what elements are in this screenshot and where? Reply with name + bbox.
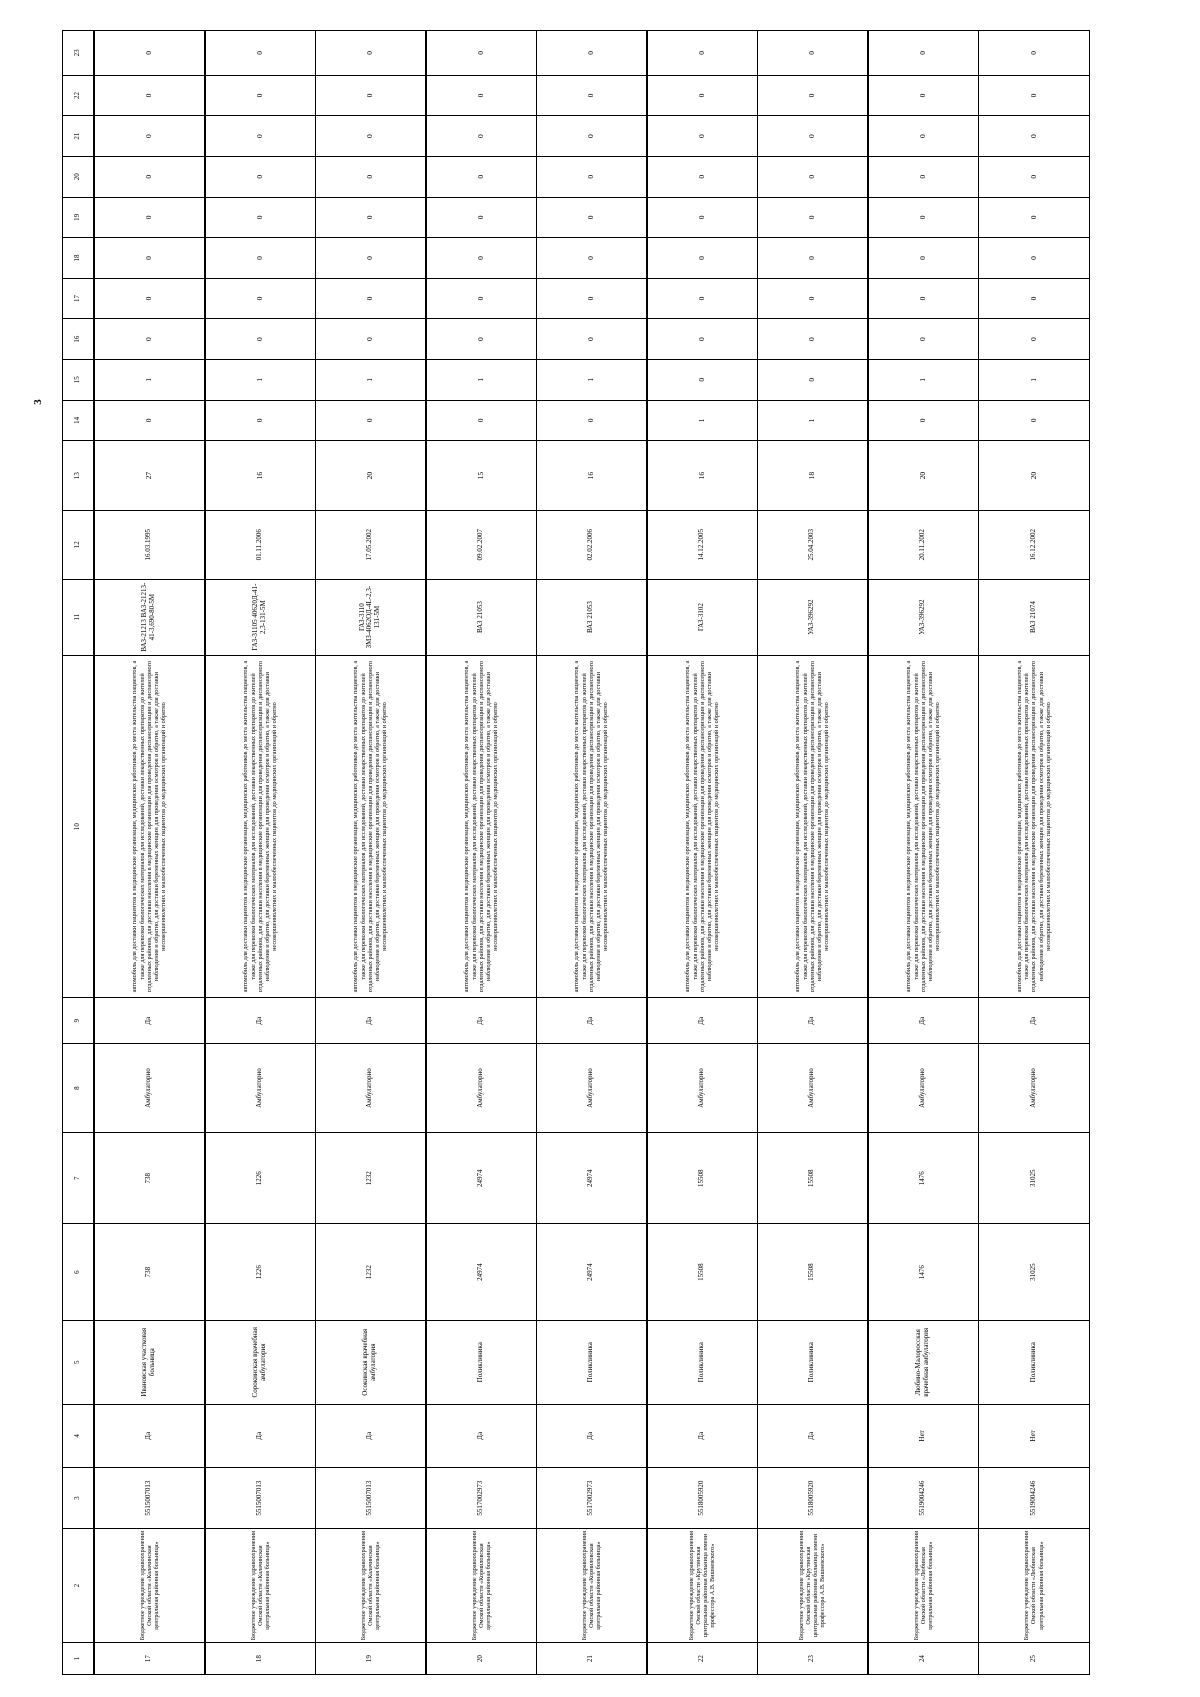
care-type: Амбулаторно bbox=[205, 1044, 315, 1133]
vehicle-purpose: автомобиль для доставки пациентов в медицинские организации, медицинских работников до места жительства пациентов, а также для перевозки биологических материалов для исследований, доставки лекарственных препаратов до жителей отдаленных районов, для доставки населения в медицинские организации для проведения диспансеризации и диспансерного наблюдения и обратно, для доставки беременных женщин для проведения осмотров и обратно, а также для доставки несовершеннолетних и малообеспеченных пациентов до медицинских организаций и обратно bbox=[316, 655, 426, 998]
count-col18: 0 bbox=[316, 238, 426, 279]
value-col7: 31025 bbox=[979, 1132, 1090, 1223]
count-col16: 0 bbox=[647, 319, 757, 360]
registration-date: 16.12.2002 bbox=[979, 510, 1090, 579]
organization-name: Бюджетное учреждение здравоохранения Омской области «Кормиловская центральная районная больница» bbox=[426, 1529, 536, 1643]
header-row bbox=[62, 30, 94, 1675]
row-number: 21 bbox=[537, 1643, 647, 1675]
care-type: Амбулаторно bbox=[426, 1044, 536, 1133]
value-col6: 1226 bbox=[205, 1224, 315, 1320]
organization-name: Бюджетное учреждение здравоохранения Омской области «Крутинская центральная районная больница имени профессора А.В. Вишневского» bbox=[647, 1529, 757, 1643]
flag: Да bbox=[426, 1404, 536, 1467]
count-col22: 0 bbox=[979, 75, 1090, 116]
count-col21: 0 bbox=[537, 116, 647, 157]
count-col21: 0 bbox=[426, 116, 536, 157]
vehicle-age: 16 bbox=[647, 441, 757, 511]
vehicle-age: 16 bbox=[537, 441, 647, 511]
unit-name: Поликлиника bbox=[426, 1320, 536, 1404]
care-type: Амбулаторно bbox=[979, 1044, 1090, 1133]
count-col20: 0 bbox=[979, 156, 1090, 197]
count-col23: 0 bbox=[647, 31, 757, 76]
value-col7: 738 bbox=[95, 1132, 205, 1223]
count-col14: 0 bbox=[205, 400, 315, 441]
care-type: Амбулаторно bbox=[868, 1044, 978, 1133]
count-col15: 0 bbox=[647, 359, 757, 400]
table-row bbox=[426, 30, 537, 1675]
registration-date: 01.11.2006 bbox=[205, 510, 315, 579]
count-col20: 0 bbox=[537, 156, 647, 197]
column-number: 2 bbox=[63, 1529, 94, 1643]
vehicle-purpose: автомобиль для доставки пациентов в медицинские организации, медицинских работников до места жительства пациентов, а также для перевозки биологических материалов для исследований, доставки лекарственных препаратов до жителей отдаленных районов, для доставки населения в медицинские организации для проведения диспансеризации и диспансерного наблюдения и обратно, для доставки беременных женщин для проведения осмотров и обратно, а также для доставки несовершеннолетних и малообеспеченных пациентов до медицинских организаций и обратно bbox=[426, 655, 536, 998]
value-col6: 738 bbox=[95, 1224, 205, 1320]
registration-date: 25.04.2003 bbox=[758, 510, 868, 579]
vehicle-purpose: автомобиль для доставки пациентов в медицинские организации, медицинских работников до места жительства пациентов, а также для перевозки биологических материалов для исследований, доставки лекарственных препаратов до жителей отдаленных районов, для доставки населения в медицинские организации для проведения диспансеризации и диспансерного наблюдения и обратно, для доставки беременных женщин для проведения осмотров и обратно, а также для доставки несовершеннолетних и малообеспеченных пациентов до медицинских организаций и обратно bbox=[205, 655, 315, 998]
count-col23: 0 bbox=[316, 31, 426, 76]
registration-date: 20.11.2002 bbox=[868, 510, 978, 579]
count-col17: 0 bbox=[426, 278, 536, 319]
count-col16: 0 bbox=[95, 319, 205, 360]
row-number: 18 bbox=[205, 1643, 315, 1675]
table-row bbox=[536, 30, 647, 1675]
vehicle-age: 20 bbox=[979, 441, 1090, 511]
registration-date: 17.05.2002 bbox=[316, 510, 426, 579]
registration-date: 02.02.2006 bbox=[537, 510, 647, 579]
column-number: 19 bbox=[63, 197, 94, 238]
column-number: 23 bbox=[63, 31, 94, 76]
count-col17: 0 bbox=[537, 278, 647, 319]
count-col23: 0 bbox=[758, 31, 868, 76]
count-col18: 0 bbox=[205, 238, 315, 279]
column-number: 18 bbox=[63, 238, 94, 279]
vehicle-model: ВАЗ 21053 bbox=[426, 579, 536, 655]
count-col16: 0 bbox=[868, 319, 978, 360]
column-number: 10 bbox=[63, 655, 94, 998]
vehicle-purpose: автомобиль для доставки пациентов в медицинские организации, медицинских работников до места жительства пациентов, а также для перевозки биологических материалов для исследований, доставки лекарственных препаратов до жителей отдаленных районов, для доставки населения в медицинские организации для проведения диспансеризации и диспансерного наблюдения и обратно, для доставки беременных женщин для проведения осмотров и обратно, а также для доставки несовершеннолетних и малообеспеченных пациентов до медицинских организаций и обратно bbox=[95, 655, 205, 998]
inn: 5519004246 bbox=[979, 1468, 1090, 1529]
organization-name: Бюджетное учреждение здравоохранения Омской области «Любинская центральная районная больница» bbox=[868, 1529, 978, 1643]
flag: Да bbox=[537, 1404, 647, 1467]
registration-date: 14.12.2005 bbox=[647, 510, 757, 579]
count-col14: 0 bbox=[316, 400, 426, 441]
count-col17: 0 bbox=[868, 278, 978, 319]
row-number: 22 bbox=[647, 1643, 757, 1675]
yes-flag: Да bbox=[316, 998, 426, 1044]
vehicle-purpose: автомобиль для доставки пациентов в медицинские организации, медицинских работников до места жительства пациентов, а также для перевозки биологических материалов для исследований, доставки лекарственных препаратов до жителей отдаленных районов, для доставки населения в медицинские организации для проведения диспансеризации и диспансерного наблюдения и обратно, для доставки беременных женщин для проведения осмотров и обратно, а также для доставки несовершеннолетних и малообеспеченных пациентов до медицинских организаций и обратно bbox=[758, 655, 868, 998]
unit-name: Поликлиника bbox=[979, 1320, 1090, 1404]
table-row bbox=[757, 30, 868, 1675]
value-col7: 15508 bbox=[647, 1132, 757, 1223]
column-number: 4 bbox=[63, 1404, 94, 1467]
column-number: 14 bbox=[63, 400, 94, 441]
vehicle-model: ГАЗ-3102 bbox=[647, 579, 757, 655]
vehicle-model: ВАЗ 21074 bbox=[979, 579, 1090, 655]
vehicle-model: ГАЗ-31105 40620Д-41-2,3-131-5М bbox=[205, 579, 315, 655]
registration-date: 09.02.2007 bbox=[426, 510, 536, 579]
vehicle-model: ГАЗ-3110 ЗМЗ-4062ОД-4L-2,3-131-5М bbox=[316, 579, 426, 655]
count-col21: 0 bbox=[868, 116, 978, 157]
value-col6: 31025 bbox=[979, 1224, 1090, 1320]
table-row bbox=[978, 30, 1090, 1675]
inn: 5517002973 bbox=[426, 1468, 536, 1529]
yes-flag: Да bbox=[426, 998, 536, 1044]
flag: Да bbox=[647, 1404, 757, 1467]
yes-flag: Да bbox=[758, 998, 868, 1044]
count-col21: 0 bbox=[979, 116, 1090, 157]
yes-flag: Да bbox=[95, 998, 205, 1044]
flag: Нет bbox=[868, 1404, 978, 1467]
vehicle-model: ВАЗ 21053 bbox=[537, 579, 647, 655]
column-number: 12 bbox=[63, 510, 94, 579]
yes-flag: Да bbox=[979, 998, 1090, 1044]
row-number: 25 bbox=[979, 1643, 1090, 1675]
count-col20: 0 bbox=[95, 156, 205, 197]
count-col14: 0 bbox=[537, 400, 647, 441]
count-col15: 1 bbox=[979, 359, 1090, 400]
column-number: 16 bbox=[63, 319, 94, 360]
column-number: 6 bbox=[63, 1224, 94, 1320]
inn: 5515007013 bbox=[95, 1468, 205, 1529]
count-col15: 1 bbox=[868, 359, 978, 400]
count-col22: 0 bbox=[426, 75, 536, 116]
count-col22: 0 bbox=[537, 75, 647, 116]
value-col7: 15508 bbox=[758, 1132, 868, 1223]
vehicle-purpose: автомобиль для доставки пациентов в медицинские организации, медицинских работников до места жительства пациентов, а также для перевозки биологических материалов для исследований, доставки лекарственных препаратов до жителей отдаленных районов, для доставки населения в медицинские организации для проведения диспансеризации и диспансерного наблюдения и обратно, для доставки беременных женщин для проведения осмотров и обратно, а также для доставки несовершеннолетних и малообеспеченных пациентов до медицинских организаций и обратно bbox=[537, 655, 647, 998]
count-col15: 1 bbox=[316, 359, 426, 400]
column-number: 20 bbox=[63, 156, 94, 197]
count-col14: 0 bbox=[95, 400, 205, 441]
count-col18: 0 bbox=[426, 238, 536, 279]
count-col23: 0 bbox=[426, 31, 536, 76]
count-col17: 0 bbox=[758, 278, 868, 319]
count-col19: 0 bbox=[868, 197, 978, 238]
vehicle-age: 20 bbox=[868, 441, 978, 511]
column-number: 8 bbox=[63, 1044, 94, 1133]
page-number: 3 bbox=[32, 399, 44, 405]
count-col18: 0 bbox=[95, 238, 205, 279]
count-col16: 0 bbox=[316, 319, 426, 360]
value-col7: 1476 bbox=[868, 1132, 978, 1223]
count-col17: 0 bbox=[205, 278, 315, 319]
value-col7: 1232 bbox=[316, 1132, 426, 1223]
flag: Да bbox=[205, 1404, 315, 1467]
count-col20: 0 bbox=[758, 156, 868, 197]
unit-name: Осокинская врачебная амбулатория bbox=[316, 1320, 426, 1404]
count-col16: 0 bbox=[979, 319, 1090, 360]
row-number: 24 bbox=[868, 1643, 978, 1675]
value-col6: 15508 bbox=[647, 1224, 757, 1320]
count-col21: 0 bbox=[205, 116, 315, 157]
count-col15: 1 bbox=[537, 359, 647, 400]
count-col14: 1 bbox=[647, 400, 757, 441]
yes-flag: Да bbox=[537, 998, 647, 1044]
row-number: 17 bbox=[95, 1643, 205, 1675]
flag: Да bbox=[758, 1404, 868, 1467]
column-number: 22 bbox=[63, 75, 94, 116]
count-col19: 0 bbox=[758, 197, 868, 238]
column-number: 9 bbox=[63, 998, 94, 1044]
count-col18: 0 bbox=[647, 238, 757, 279]
count-col17: 0 bbox=[979, 278, 1090, 319]
column-number: 11 bbox=[63, 579, 94, 655]
table-row bbox=[647, 30, 758, 1675]
vehicle-age: 15 bbox=[426, 441, 536, 511]
inn: 5515007013 bbox=[205, 1468, 315, 1529]
flag: Да bbox=[316, 1404, 426, 1467]
registration-date: 16.03.1995 bbox=[95, 510, 205, 579]
care-type: Амбулаторно bbox=[647, 1044, 757, 1133]
count-col19: 0 bbox=[537, 197, 647, 238]
count-col22: 0 bbox=[95, 75, 205, 116]
count-col16: 0 bbox=[426, 319, 536, 360]
count-col23: 0 bbox=[537, 31, 647, 76]
count-col17: 0 bbox=[316, 278, 426, 319]
count-col18: 0 bbox=[868, 238, 978, 279]
count-col18: 0 bbox=[758, 238, 868, 279]
organization-name: Бюджетное учреждение здравоохранения Омской области «Крутинская центральная районная больница имени профессора А.В. Вишневского» bbox=[758, 1529, 868, 1643]
count-col21: 0 bbox=[316, 116, 426, 157]
vehicle-model: УАЗ-396292 bbox=[758, 579, 868, 655]
count-col20: 0 bbox=[426, 156, 536, 197]
care-type: Амбулаторно bbox=[758, 1044, 868, 1133]
count-col19: 0 bbox=[979, 197, 1090, 238]
column-number: 1 bbox=[63, 1643, 94, 1675]
flag: Нет bbox=[979, 1404, 1090, 1467]
organization-name: Бюджетное учреждение здравоохранения Омской области «Любинская центральная районная больница» bbox=[979, 1529, 1090, 1643]
column-number: 13 bbox=[63, 441, 94, 511]
unit-name: Любино-Малоросская врачебная амбулатория bbox=[868, 1320, 978, 1404]
unit-name: Поликлиника bbox=[647, 1320, 757, 1404]
inn: 5515007013 bbox=[316, 1468, 426, 1529]
count-col14: 0 bbox=[868, 400, 978, 441]
inn: 5517002973 bbox=[537, 1468, 647, 1529]
vehicle-age: 18 bbox=[758, 441, 868, 511]
count-col18: 0 bbox=[537, 238, 647, 279]
count-col22: 0 bbox=[205, 75, 315, 116]
row-number: 23 bbox=[758, 1643, 868, 1675]
table-row bbox=[205, 30, 316, 1675]
value-col7: 24974 bbox=[426, 1132, 536, 1223]
care-type: Амбулаторно bbox=[316, 1044, 426, 1133]
row-number: 19 bbox=[316, 1643, 426, 1675]
count-col22: 0 bbox=[316, 75, 426, 116]
table-row bbox=[315, 30, 426, 1675]
unit-name: Поликлиника bbox=[537, 1320, 647, 1404]
column-number: 3 bbox=[63, 1468, 94, 1529]
inn: 5519004246 bbox=[868, 1468, 978, 1529]
count-col16: 0 bbox=[205, 319, 315, 360]
count-col23: 0 bbox=[205, 31, 315, 76]
count-col20: 0 bbox=[868, 156, 978, 197]
value-col6: 15508 bbox=[758, 1224, 868, 1320]
value-col7: 1226 bbox=[205, 1132, 315, 1223]
vehicle-model: ВАЗ-21213 ВАЗ-21213-41-3,690-80-5М bbox=[95, 579, 205, 655]
yes-flag: Да bbox=[868, 998, 978, 1044]
count-col21: 0 bbox=[758, 116, 868, 157]
count-col19: 0 bbox=[316, 197, 426, 238]
organization-name: Бюджетное учреждение здравоохранения Омской области «Калачинская центральная районная больница» bbox=[316, 1529, 426, 1643]
vehicle-purpose: автомобиль для доставки пациентов в медицинские организации, медицинских работников до места жительства пациентов, а также для перевозки биологических материалов для исследований, доставки лекарственных препаратов до жителей отдаленных районов, для доставки населения в медицинские организации для проведения диспансеризации и диспансерного наблюдения и обратно, для доставки беременных женщин для проведения осмотров и обратно, а также для доставки несовершеннолетних и малообеспеченных пациентов до медицинских организаций и обратно bbox=[647, 655, 757, 998]
count-col23: 0 bbox=[868, 31, 978, 76]
inn: 5518005920 bbox=[647, 1468, 757, 1529]
inn: 5518005920 bbox=[758, 1468, 868, 1529]
value-col6: 24974 bbox=[426, 1224, 536, 1320]
unit-name: Поликлиника bbox=[758, 1320, 868, 1404]
count-col15: 1 bbox=[95, 359, 205, 400]
count-col14: 0 bbox=[979, 400, 1090, 441]
count-col15: 0 bbox=[758, 359, 868, 400]
count-col19: 0 bbox=[647, 197, 757, 238]
column-number: 5 bbox=[63, 1320, 94, 1404]
count-col22: 0 bbox=[758, 75, 868, 116]
value-col6: 1232 bbox=[316, 1224, 426, 1320]
organization-name: Бюджетное учреждение здравоохранения Омской области «Калачинская центральная районная больница» bbox=[95, 1529, 205, 1643]
count-col15: 1 bbox=[426, 359, 536, 400]
count-col17: 0 bbox=[647, 278, 757, 319]
vehicle-model: УАЗ-396292 bbox=[868, 579, 978, 655]
count-col16: 0 bbox=[758, 319, 868, 360]
count-col19: 0 bbox=[95, 197, 205, 238]
column-number: 21 bbox=[63, 116, 94, 157]
count-col20: 0 bbox=[316, 156, 426, 197]
column-number: 17 bbox=[63, 278, 94, 319]
value-col7: 24974 bbox=[537, 1132, 647, 1223]
count-col22: 0 bbox=[647, 75, 757, 116]
care-type: Амбулаторно bbox=[537, 1044, 647, 1133]
vehicle-purpose: автомобиль для доставки пациентов в медицинские организации, медицинских работников до места жительства пациентов, а также для перевозки биологических материалов для исследований, доставки лекарственных препаратов до жителей отдаленных районов, для доставки населения в медицинские организации для проведения диспансеризации и диспансерного наблюдения и обратно, для доставки беременных женщин для проведения осмотров и обратно, а также для доставки несовершеннолетних и малообеспеченных пациентов до медицинских организаций и обратно bbox=[868, 655, 978, 998]
row-number: 20 bbox=[426, 1643, 536, 1675]
flag: Да bbox=[95, 1404, 205, 1467]
count-col21: 0 bbox=[95, 116, 205, 157]
count-col17: 0 bbox=[95, 278, 205, 319]
value-col6: 24974 bbox=[537, 1224, 647, 1320]
count-col14: 0 bbox=[426, 400, 536, 441]
care-type: Амбулаторно bbox=[95, 1044, 205, 1133]
vehicle-age: 27 bbox=[95, 441, 205, 511]
count-col20: 0 bbox=[647, 156, 757, 197]
count-col23: 0 bbox=[979, 31, 1090, 76]
vehicle-purpose: автомобиль для доставки пациентов в медицинские организации, медицинских работников до места жительства пациентов, а также для перевозки биологических материалов для исследований, доставки лекарственных препаратов до жителей отдаленных районов, для доставки населения в медицинские организации для проведения диспансеризации и диспансерного наблюдения и обратно, для доставки беременных женщин для проведения осмотров и обратно, а также для доставки несовершеннолетних и малообеспеченных пациентов до медицинских организаций и обратно bbox=[979, 655, 1090, 998]
yes-flag: Да bbox=[647, 998, 757, 1044]
count-col20: 0 bbox=[205, 156, 315, 197]
table-row bbox=[868, 30, 979, 1675]
vehicle-age: 16 bbox=[205, 441, 315, 511]
count-col18: 0 bbox=[979, 238, 1090, 279]
count-col16: 0 bbox=[537, 319, 647, 360]
count-col19: 0 bbox=[205, 197, 315, 238]
yes-flag: Да bbox=[205, 998, 315, 1044]
vehicle-age: 20 bbox=[316, 441, 426, 511]
count-col14: 1 bbox=[758, 400, 868, 441]
unit-name: Ивановская участковая больница bbox=[95, 1320, 205, 1404]
count-col22: 0 bbox=[868, 75, 978, 116]
unit-name: Сорокинская врачебная амбулатория bbox=[205, 1320, 315, 1404]
organization-name: Бюджетное учреждение здравоохранения Омской области «Кормиловская центральная районная больница» bbox=[537, 1529, 647, 1643]
column-number: 7 bbox=[63, 1132, 94, 1223]
count-col23: 0 bbox=[95, 31, 205, 76]
table-row bbox=[94, 30, 205, 1675]
count-col21: 0 bbox=[647, 116, 757, 157]
column-number: 15 bbox=[63, 359, 94, 400]
value-col6: 1476 bbox=[868, 1224, 978, 1320]
count-col15: 1 bbox=[205, 359, 315, 400]
rotated-table bbox=[62, 30, 1090, 1675]
count-col19: 0 bbox=[426, 197, 536, 238]
organization-name: Бюджетное учреждение здравоохранения Омской области «Калачинская центральная районная больница» bbox=[205, 1529, 315, 1643]
